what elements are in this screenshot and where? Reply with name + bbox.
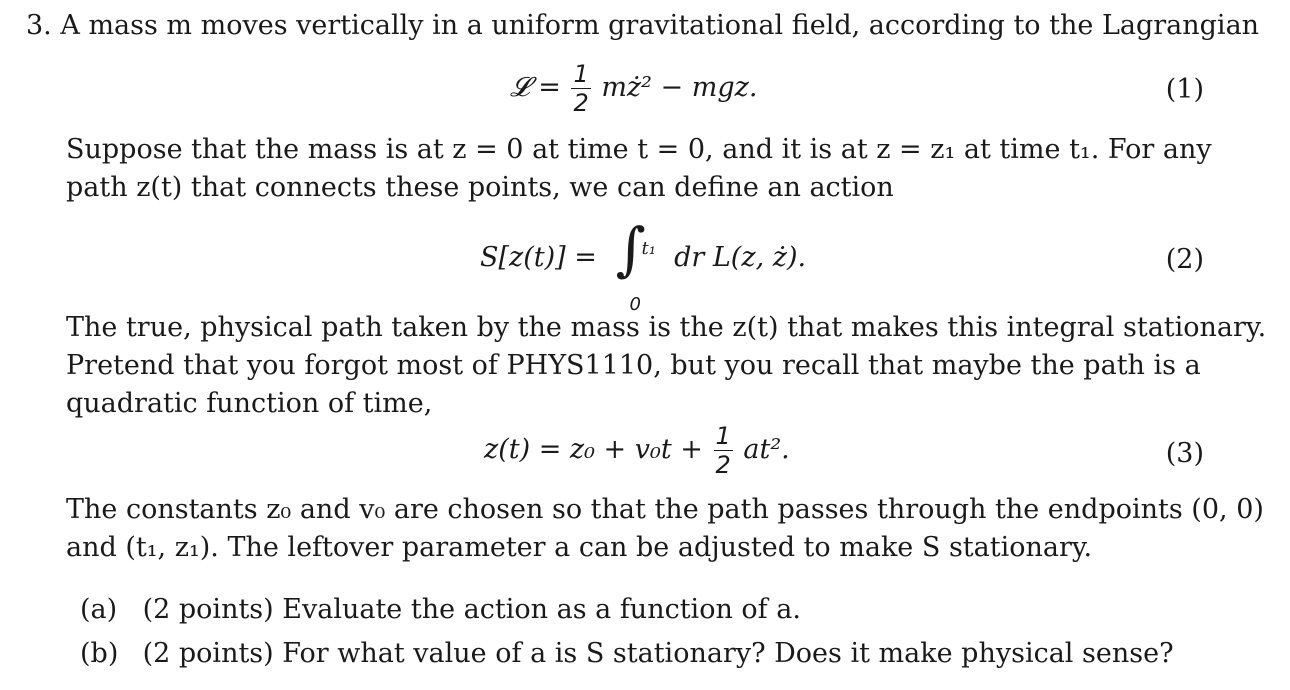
problem-number: 3. [26,10,52,41]
paragraph-2-line-1: The true, physical path taken by the mass is the z(t) that makes this integral stationary. [66,312,1267,343]
eq1-rest: mż² − mgz. [601,72,758,103]
integral-sign-icon: ∫ t₁ 0 [616,229,660,289]
part-a-text: (2 points) Evaluate the action as a function of a. [142,594,801,625]
problem-intro: A mass m moves vertically in a uniform gravitational field, according to the Lagrangian [60,10,1260,41]
problem-intro-line [26,10,1259,42]
eq3-lhs: z(t) = z₀ + v₀t + [484,434,703,465]
eq3-numerator: 1 [715,422,731,450]
integral-upper-limit: t₁ [641,237,656,259]
eq3-fraction [714,424,733,477]
paragraph-1-line-1: Suppose that the mass is at z = 0 at time t = 0, and it is at z = z₁ at time t₁. For any [66,134,1212,165]
eq2-rest: dr L(z, ż). [674,242,807,273]
equation-1 [510,62,757,115]
paragraph-3-line-2: and (t₁, z₁). The leftover parameter a can be adjusted to make S stationary. [66,532,1093,563]
equation-3 [484,424,790,477]
part-b [80,638,1174,670]
part-b-text: (2 points) For what value of a is S stationary? Does it make physical sense? [142,638,1174,669]
integral-lower-limit: 0 [629,293,641,315]
equation-3-number: (3) [1165,438,1204,469]
paragraph-3-line-1: The constants z₀ and v₀ are chosen so that the path passes through the endpoints (0, 0) [66,494,1264,525]
paragraph-2-line-3: quadratic function of time, [66,388,433,419]
paragraph-2-line-2: Pretend that you forgot most of PHYS1110, but you recall that maybe the path is a [66,350,1201,381]
part-a-label: (a) [80,594,118,625]
equation-2-number: (2) [1165,244,1204,275]
eq1-lhs: 𝓛 = [510,72,561,103]
part-b-label: (b) [80,638,119,669]
eq3-denominator: 2 [715,451,731,479]
eq1-denominator: 2 [573,89,589,117]
equation-2 [480,214,807,315]
eq2-lhs: S[z(t)] = [480,242,597,273]
part-a [80,594,801,626]
eq1-fraction [571,62,590,115]
equation-1-number: (1) [1165,74,1204,105]
paragraph-1-line-2: path z(t) that connects these points, we can define an action [66,172,894,203]
eq1-numerator: 1 [573,60,589,88]
eq3-rest: at². [743,434,790,465]
